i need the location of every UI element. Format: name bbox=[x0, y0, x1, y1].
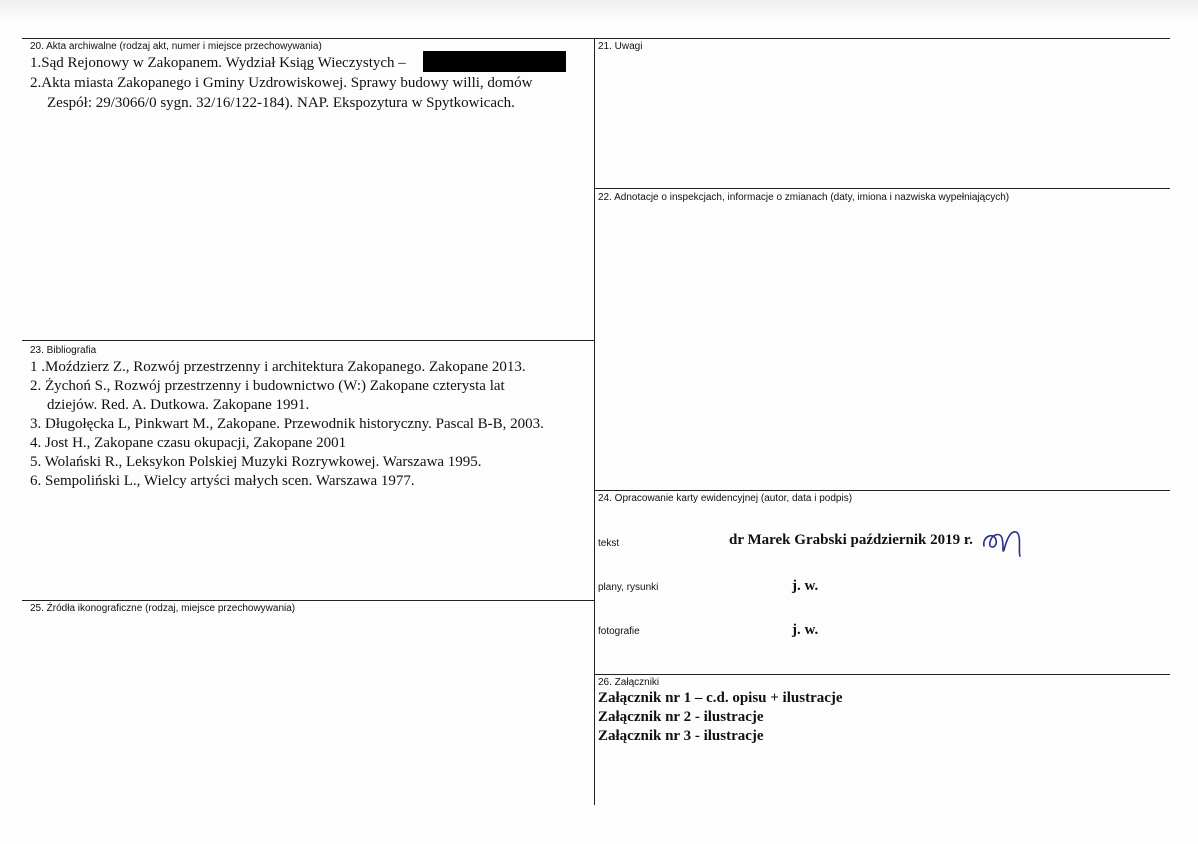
tekst-key: tekst bbox=[598, 538, 620, 549]
plany-key: plany, rysunki bbox=[598, 582, 659, 593]
bibliography-item-5: 5. Wolański R., Leksykon Polskiej Muzyki Rozrywkowej. Warszawa 1995. bbox=[30, 454, 482, 470]
redaction-bar bbox=[423, 51, 566, 72]
bibliography-item-3: 3. Długołęcka L, Pinkwart M., Zakopane. Przewodnik historyczny. Pascal B-B, 2003. bbox=[30, 416, 544, 432]
bibliography-item-4: 4. Jost H., Zakopane czasu okupacji, Zakopane 2001 bbox=[30, 435, 347, 451]
attachment-3: Załącznik nr 3 - ilustracje bbox=[598, 728, 764, 744]
archive-entry-1: 1.Sąd Rejonowy w Zakopanem. Wydział Ksiąg Wieczystych – bbox=[30, 55, 406, 71]
section-25-label: 25. Źródła ikonograficzne (rodzaj, miejsce przechowywania) bbox=[30, 603, 296, 614]
plany-value: j. w. bbox=[792, 578, 819, 594]
archive-entry-2: 2.Akta miasta Zakopanego i Gminy Uzdrowiskowej. Sprawy budowy willi, domów bbox=[30, 75, 533, 91]
section-20-label: 20. Akta archiwalne (rodzaj akt, numer i miejsce przechowywania) bbox=[30, 41, 322, 52]
archive-entry-2-cont: Zespół: 29/3066/0 sygn. 32/16/122-184). NAP. Ekspozytura w Spytkowicach. bbox=[47, 95, 515, 111]
author-date-value: dr Marek Grabski październik 2019 r. bbox=[729, 532, 973, 548]
scan-edge bbox=[0, 0, 1198, 22]
bibliography-item-2: 2. Żychoń S., Rozwój przestrzenny i budownictwo (W:) Zakopane czterysta lat bbox=[30, 378, 505, 394]
rule-24-26 bbox=[594, 674, 1170, 675]
fotografie-value: j. w. bbox=[792, 622, 819, 638]
section-22-label: 22. Adnotacje o inspekcjach, informacje o zmianach (daty, imiona i nazwiska wypełniających) bbox=[598, 192, 1010, 203]
rule-23-25 bbox=[22, 600, 594, 601]
section-24-label: 24. Opracowanie karty ewidencyjnej (autor, data i podpis) bbox=[598, 493, 853, 504]
rule-22-24 bbox=[594, 490, 1170, 491]
attachment-2: Załącznik nr 2 - ilustracje bbox=[598, 709, 764, 725]
attachment-1: Załącznik nr 1 – c.d. opisu + ilustracje bbox=[598, 690, 843, 706]
fotografie-key: fotografie bbox=[598, 626, 640, 637]
rule-20-23 bbox=[22, 340, 594, 341]
center-divider bbox=[594, 38, 595, 805]
section-21-label: 21. Uwagi bbox=[598, 41, 643, 52]
rule-21-22 bbox=[594, 188, 1170, 189]
bibliography-item-6: 6. Sempoliński L., Wielcy artyści małych scen. Warszawa 1977. bbox=[30, 473, 415, 489]
section-26-label: 26. Załączniki bbox=[598, 677, 660, 688]
top-rule bbox=[22, 38, 1170, 39]
bibliography-item-1: 1 .Moździerz Z., Rozwój przestrzenny i architektura Zakopanego. Zakopane 2013. bbox=[30, 359, 526, 375]
bibliography-item-2-cont: dziejów. Red. A. Dutkowa. Zakopane 1991. bbox=[47, 397, 310, 413]
section-23-label: 23. Bibliografia bbox=[30, 345, 97, 356]
handwritten-signature bbox=[980, 524, 1028, 560]
